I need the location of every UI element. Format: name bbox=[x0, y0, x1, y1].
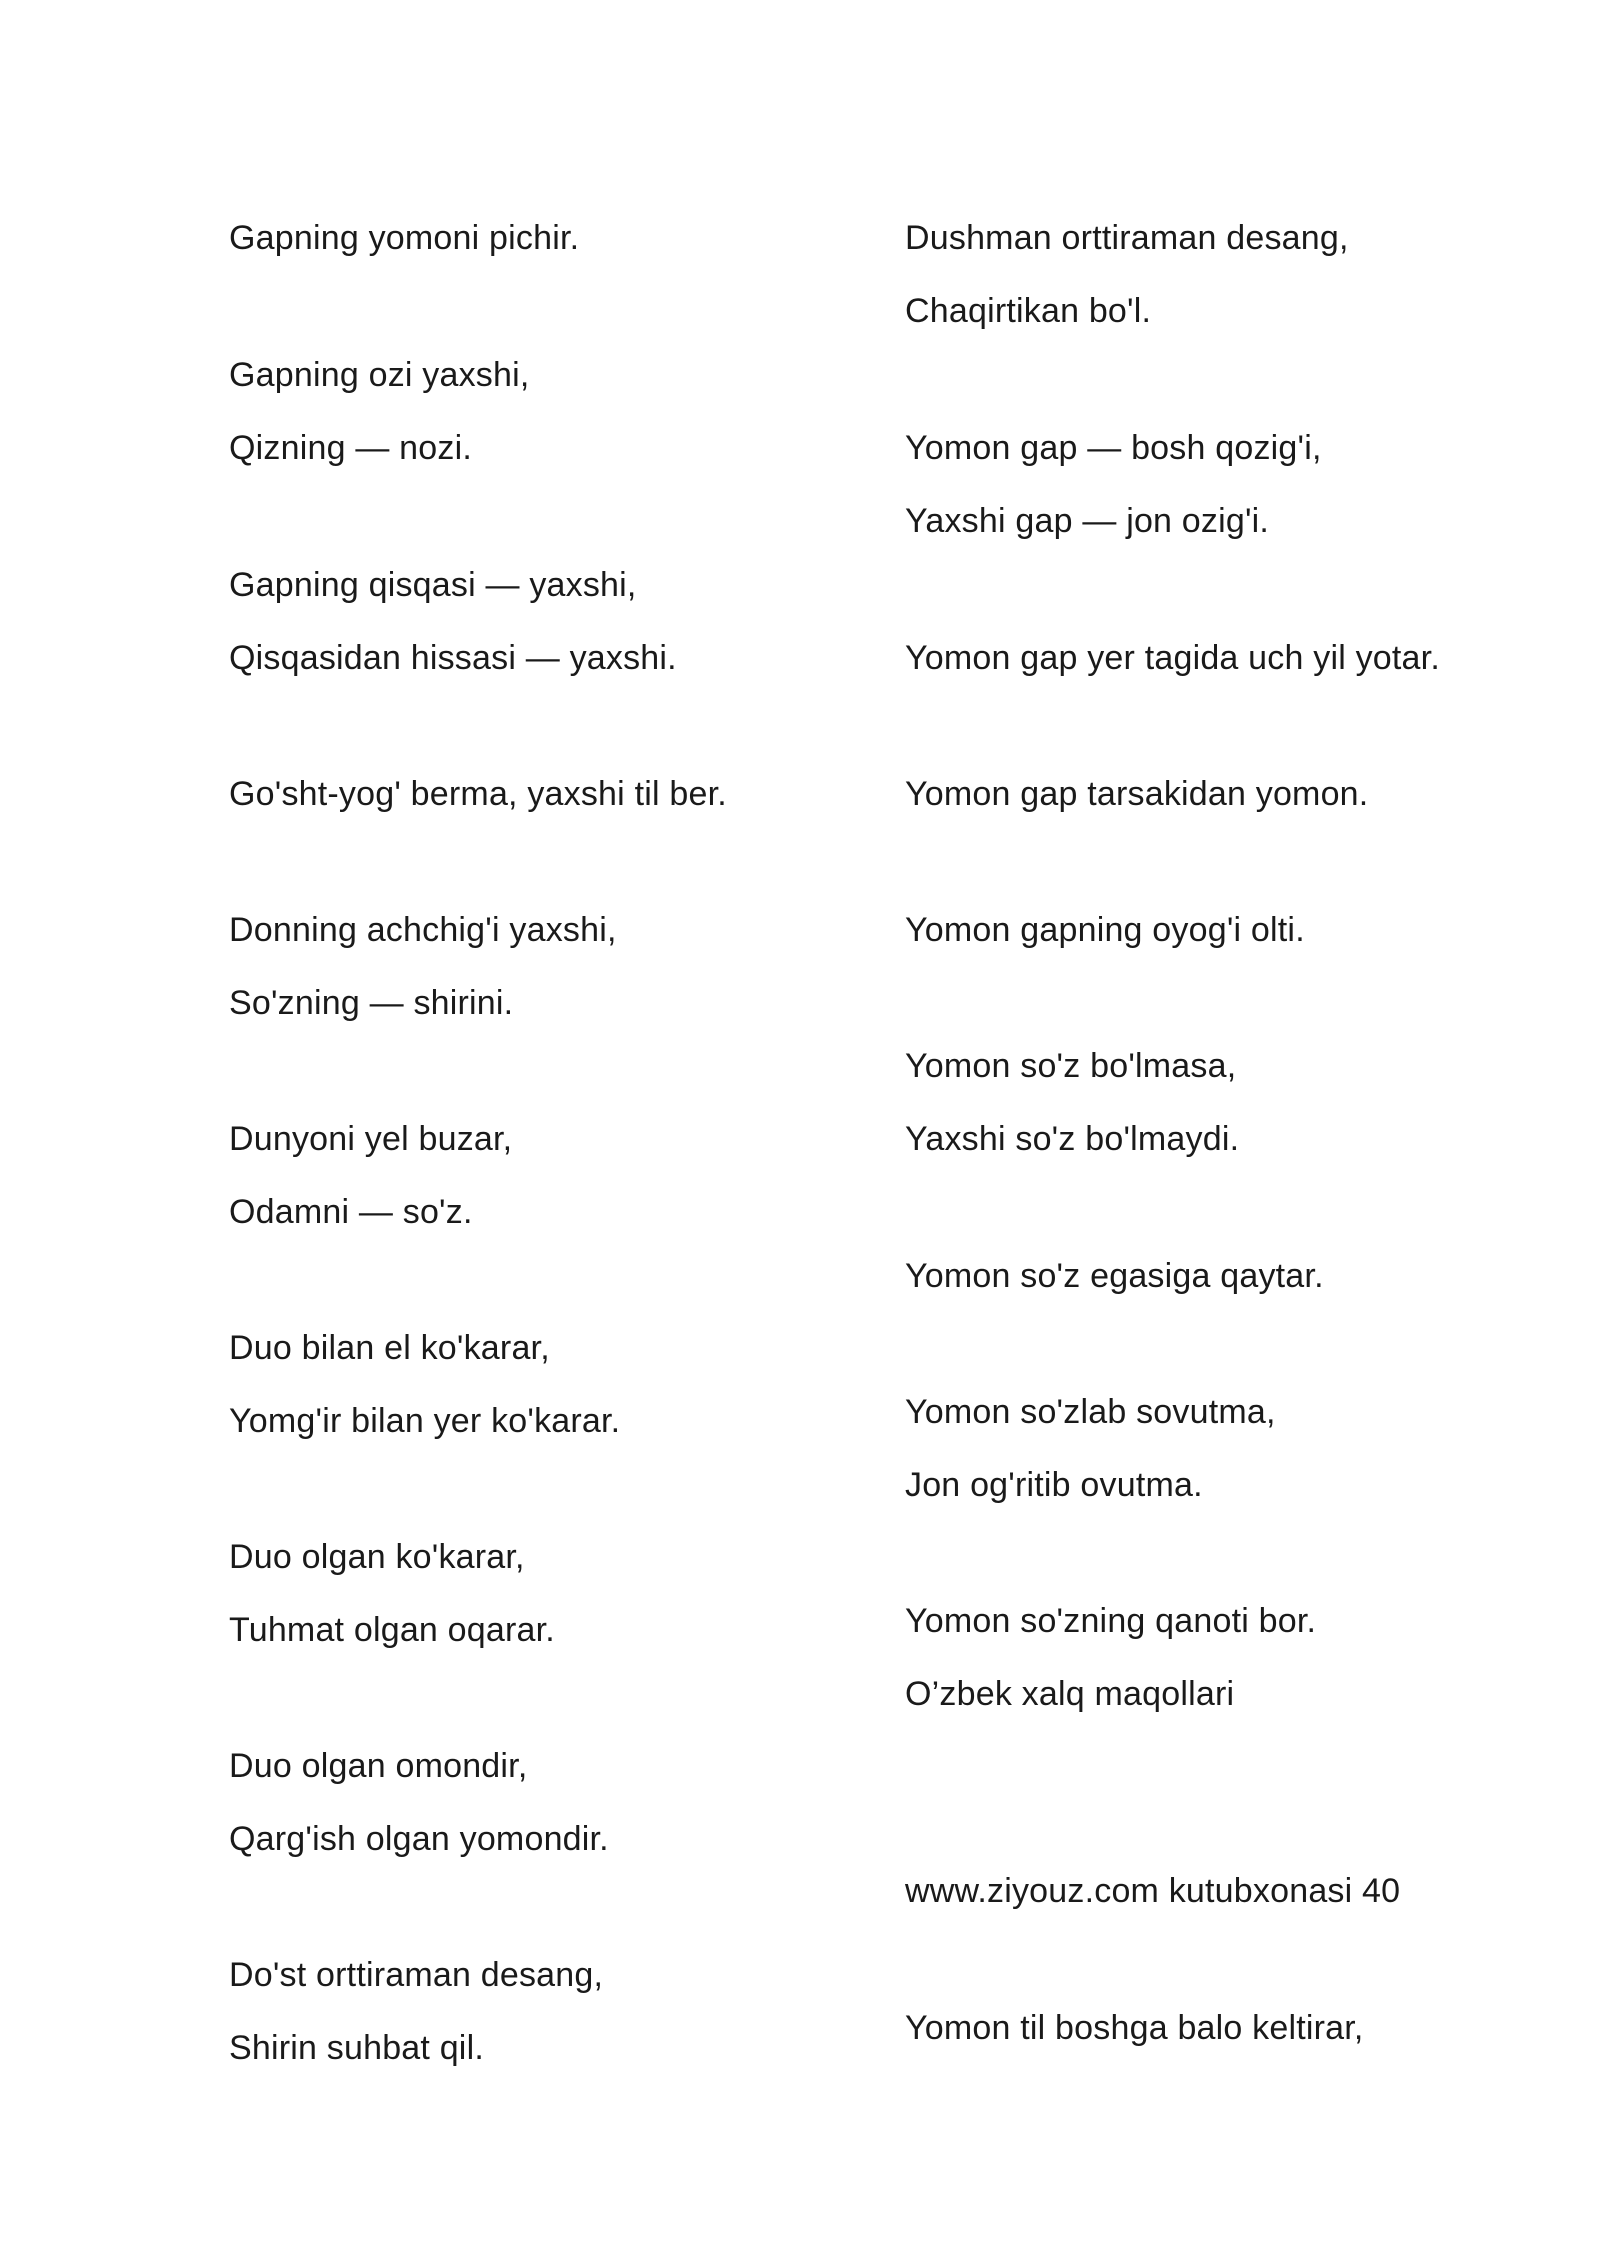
proverb-line: Yaxshi gap — jon ozig'i. bbox=[905, 502, 1270, 540]
proverb-line: Donning achchig'i yaxshi, bbox=[229, 911, 617, 949]
proverb-line: Yomon so'zning qanoti bor. bbox=[905, 1602, 1317, 1640]
proverb-line: Yomon gap — bosh qozig'i, bbox=[905, 429, 1322, 467]
proverb-line: Yomon til boshga balo keltirar, bbox=[905, 2009, 1364, 2047]
proverb-line: Gapning qisqasi — yaxshi, bbox=[229, 566, 637, 604]
proverb-line: Yomon gap tarsakidan yomon. bbox=[905, 775, 1369, 813]
footer-website-page-number: www.ziyouz.com kutubxonasi 40 bbox=[905, 1872, 1401, 1910]
proverb-line: Yomon so'z egasiga qaytar. bbox=[905, 1257, 1324, 1295]
proverb-line: Dunyoni yel buzar, bbox=[229, 1120, 513, 1158]
proverb-line: Yomon so'zlab sovutma, bbox=[905, 1393, 1276, 1431]
proverb-line: Duo olgan omondir, bbox=[229, 1747, 528, 1785]
footer-source: O’zbek xalq maqollari bbox=[905, 1675, 1235, 1713]
proverb-line: Gapning ozi yaxshi, bbox=[229, 356, 530, 394]
proverb-line: Qisqasidan hissasi — yaxshi. bbox=[229, 639, 677, 677]
proverb-line: Qizning — nozi. bbox=[229, 429, 472, 467]
proverb-line: Duo bilan el ko'karar, bbox=[229, 1329, 550, 1367]
proverb-line: Gapning yomoni pichir. bbox=[229, 219, 580, 257]
proverb-line: So'zning — shirini. bbox=[229, 984, 514, 1022]
proverb-line: Do'st orttiraman desang, bbox=[229, 1956, 604, 1994]
proverb-line: Yomon gapning oyog'i olti. bbox=[905, 911, 1305, 949]
proverb-line: Duo olgan ko'karar, bbox=[229, 1538, 525, 1576]
proverb-line: Go'sht-yog' berma, yaxshi til ber. bbox=[229, 775, 727, 813]
proverb-line: Dushman orttiraman desang, bbox=[905, 219, 1349, 257]
proverb-line: Yaxshi so'z bo'lmaydi. bbox=[905, 1120, 1240, 1158]
proverb-line: Chaqirtikan bo'l. bbox=[905, 292, 1152, 330]
proverb-line: Shirin suhbat qil. bbox=[229, 2029, 484, 2067]
proverb-line: Yomg'ir bilan yer ko'karar. bbox=[229, 1402, 621, 1440]
proverb-line: Tuhmat olgan oqarar. bbox=[229, 1611, 555, 1649]
proverb-line: Qarg'ish olgan yomondir. bbox=[229, 1820, 609, 1858]
proverb-line: Yomon so'z bo'lmasa, bbox=[905, 1047, 1237, 1085]
proverb-line: Jon og'ritib ovutma. bbox=[905, 1466, 1203, 1504]
proverb-line: Yomon gap yer tagida uch yil yotar. bbox=[905, 639, 1440, 677]
proverb-line: Odamni — so'z. bbox=[229, 1193, 473, 1231]
